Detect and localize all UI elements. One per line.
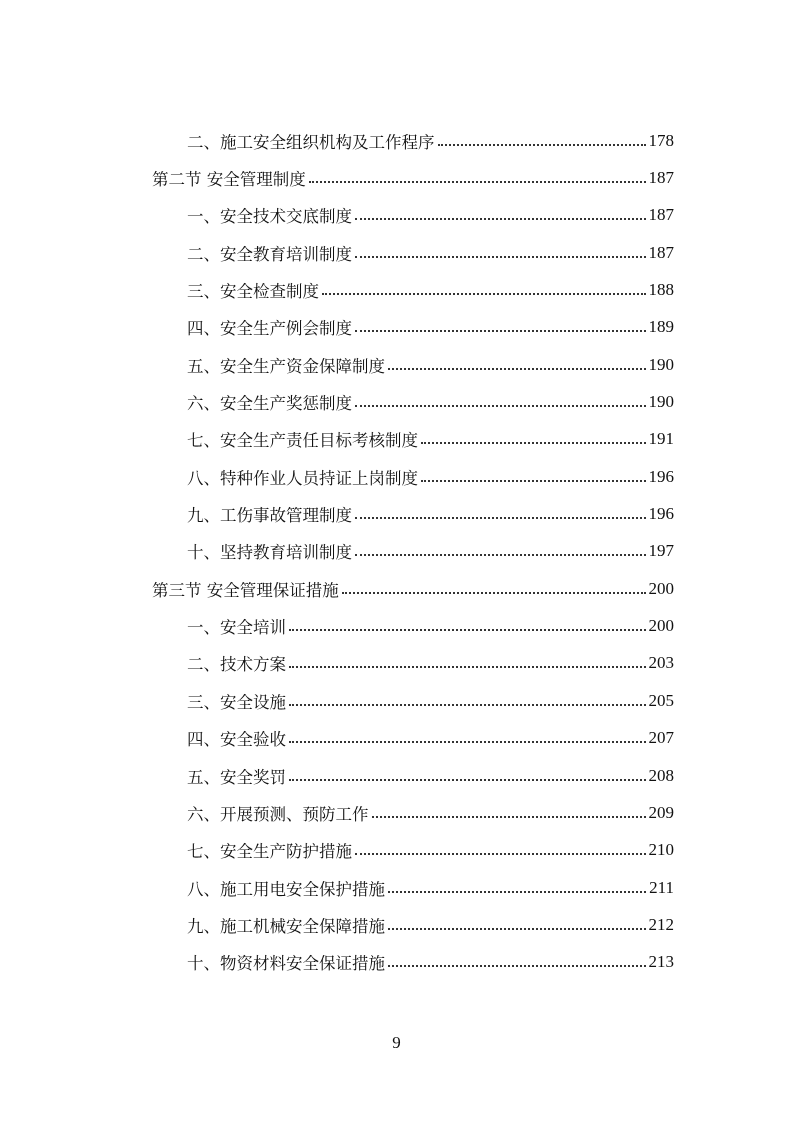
toc-entry-page: 189 [648, 317, 674, 337]
toc-entry-title: 六、开展预测、预防工作 [187, 804, 369, 824]
dot-leader [289, 741, 646, 743]
toc-entry-title: 一、安全技术交底制度 [187, 207, 352, 227]
toc-entry-page: 200 [648, 616, 674, 636]
toc-item-entry [152, 607, 674, 644]
toc-entry-title: 六、安全生产奖惩制度 [187, 394, 352, 414]
toc-entry-page: 187 [648, 205, 674, 225]
toc-entry-page: 190 [648, 354, 674, 374]
toc-item-entry [152, 832, 674, 869]
toc-entry-page: 178 [648, 130, 674, 150]
toc-item-entry [152, 458, 674, 495]
toc-item-entry [152, 383, 674, 420]
page-number: 9 [392, 1033, 401, 1052]
toc-entry-title: 五、安全奖罚 [187, 767, 286, 787]
toc-entry-page: 187 [648, 168, 674, 188]
toc-item-entry [152, 682, 674, 719]
toc-entry-title: 二、技术方案 [187, 655, 286, 675]
toc-entry-page: 209 [648, 802, 674, 822]
toc-entry-page: 196 [648, 466, 674, 486]
toc-entry-page: 207 [648, 728, 674, 748]
toc-entry-title: 一、安全培训 [187, 618, 286, 638]
toc-entry-title: 七、安全生产责任目标考核制度 [187, 431, 418, 451]
toc-item-entry [152, 346, 674, 383]
dot-leader [388, 891, 646, 893]
dot-leader [289, 666, 646, 668]
dot-leader [289, 629, 646, 631]
toc-entry-title: 四、安全生产例会制度 [187, 319, 352, 339]
toc-entry-page: 203 [648, 653, 674, 673]
toc-entry-title: 第三节 安全管理保证措施 [152, 580, 339, 600]
dot-leader [355, 218, 646, 220]
toc-entry-title: 九、工伤事故管理制度 [187, 506, 352, 526]
toc-item-entry [152, 533, 674, 570]
dot-leader [289, 779, 646, 781]
toc-entry-page: 205 [648, 690, 674, 710]
toc-item-entry [152, 794, 674, 831]
toc-entry-page: 200 [648, 578, 674, 598]
dot-leader [309, 181, 646, 183]
toc-entry-page: 212 [648, 914, 674, 934]
toc-entry-title: 十、坚持教育培训制度 [187, 543, 352, 563]
toc-entry-page: 191 [648, 429, 674, 449]
dot-leader [355, 853, 646, 855]
toc-item-entry [152, 234, 674, 271]
toc-entry-title: 三、安全检查制度 [187, 282, 319, 302]
toc-entry-page: 196 [648, 504, 674, 524]
toc-section-entry [152, 159, 674, 196]
toc-entry-page: 210 [648, 840, 674, 860]
toc-item-entry [152, 757, 674, 794]
toc-entry-title: 九、施工机械安全保障措施 [187, 916, 385, 936]
dot-leader [355, 256, 646, 258]
toc-entry-title: 三、安全设施 [187, 692, 286, 712]
toc-item-entry [152, 309, 674, 346]
toc-section-entry [152, 570, 674, 607]
dot-leader [355, 554, 646, 556]
toc-item-entry [152, 720, 674, 757]
dot-leader [322, 293, 646, 295]
toc-entry-title: 八、特种作业人员持证上岗制度 [187, 468, 418, 488]
table-of-contents [152, 122, 674, 981]
toc-entry-title: 二、施工安全组织机构及工作程序 [187, 132, 435, 152]
dot-leader [355, 517, 646, 519]
toc-item-entry [152, 944, 674, 981]
toc-entry-title: 五、安全生产资金保障制度 [187, 356, 385, 376]
toc-entry-title: 七、安全生产防护措施 [187, 842, 352, 862]
dot-leader [388, 928, 646, 930]
toc-item-entry [152, 645, 674, 682]
toc-item-entry [152, 421, 674, 458]
toc-item-entry [152, 197, 674, 234]
toc-entry-title: 二、安全教育培训制度 [187, 244, 352, 264]
dot-leader [388, 368, 646, 370]
dot-leader [289, 704, 646, 706]
dot-leader [388, 965, 646, 967]
toc-entry-page: 208 [648, 765, 674, 785]
toc-entry-title: 十、物资材料安全保证措施 [187, 954, 385, 974]
dot-leader [438, 144, 646, 146]
dot-leader [355, 330, 646, 332]
toc-entry-page: 197 [648, 541, 674, 561]
toc-item-entry [152, 869, 674, 906]
dot-leader [342, 592, 646, 594]
dot-leader [355, 405, 646, 407]
toc-entry-title: 四、安全验收 [187, 730, 286, 750]
dot-leader [372, 816, 646, 818]
toc-entry-title: 第二节 安全管理制度 [152, 170, 306, 190]
toc-entry-page: 213 [648, 952, 674, 972]
toc-entry-title: 八、施工用电安全保护措施 [187, 879, 385, 899]
dot-leader [421, 480, 646, 482]
toc-entry-page: 187 [648, 242, 674, 262]
toc-item-entry [152, 271, 674, 308]
toc-item-entry [152, 906, 674, 943]
dot-leader [421, 442, 646, 444]
toc-entry-page: 188 [648, 280, 674, 300]
toc-entry-page: 190 [648, 392, 674, 412]
toc-item-entry [152, 495, 674, 532]
toc-item-entry [152, 122, 674, 159]
toc-entry-page: 211 [649, 877, 674, 897]
